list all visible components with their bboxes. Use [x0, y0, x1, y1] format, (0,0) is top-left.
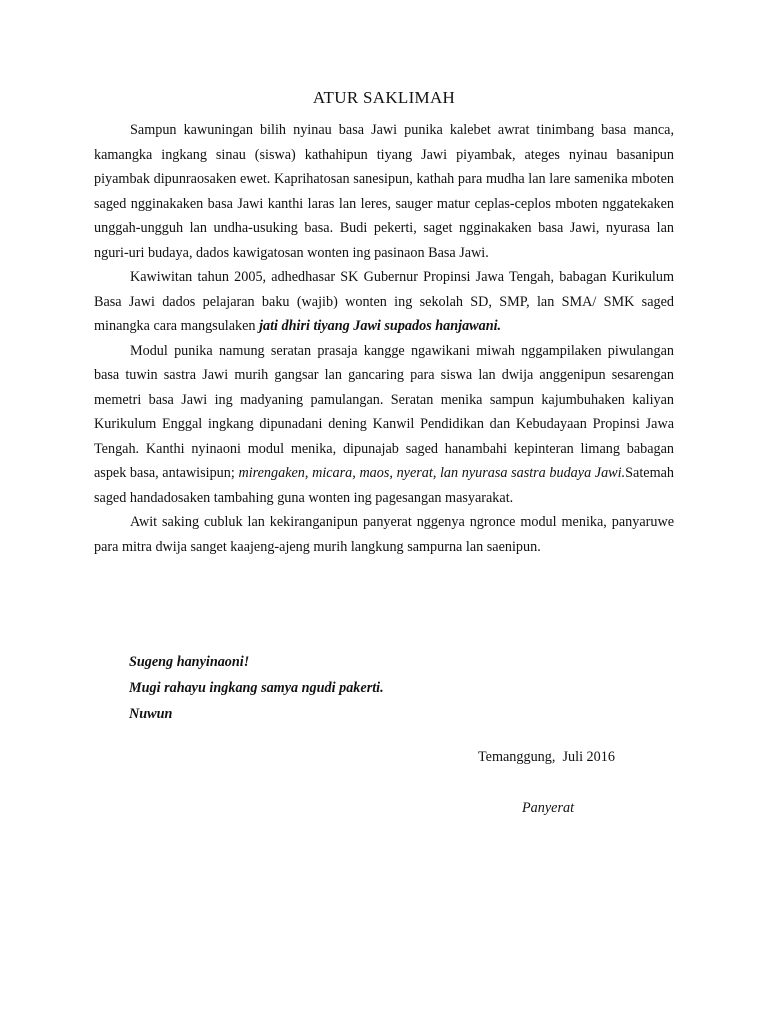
paragraph-3-text: Modul punika namung seratan prasaja kangge ngawikani miwah nggampilaken piwulangan basa tuwin sastra Jawi murih gangsar lan gancaring para siswa lan dwija anggenipun sesarengan memetri basa Jawi ing madyaning pamulangan. Seratan menika sampun kajumbuhaken kaliyan Kurikulum Enggal ingkang dipunadani dening Kanwil Pendidikan dan Kebudayaan Propinsi Jawa Tengah. Kanthi nyinaoni modul menika, dipunajab saged hanambahi kepinteran limang babagan aspek basa, antawisipun;: [94, 342, 674, 481]
page-title: ATUR SAKLIMAH: [312, 88, 456, 107]
closing-line-1: Sugeng hanyinaoni!: [129, 654, 250, 670]
closing-line-2: Mugi rahayu ingkang samya ngudi pakerti.: [129, 680, 384, 696]
closing-block: [129, 649, 384, 727]
paragraph-1: Sampun kawuningan bilih nyinau basa Jawi punika kalebet awrat tinimbang basa manca, kamangka ingkang sinau (siswa) kathahipun tiyang Jawi piyambak, ateges nyinau basanipun piyambak dipunraosaken ewet. Kaprihatosan sanesipun, kathah para mudha lan lare samenika mboten saged ngginakaken basa Jawi kanthi laras lan leres, sauger matur ceplas-ceplos mboten nggatekaken unggah-ungguh lan undha-usuking basa. Budi pekerti, saget ngginakaken basa Jawi, nyurasa lan nguri-uri budaya, dados kawigatosan wonten ing pasinaon Basa Jawi.: [94, 122, 674, 261]
paragraph-3: [94, 339, 674, 511]
paragraph-3-end: Satemah saged handadosaken tambahing guna wonten ing pagesangan masyarakat.: [94, 465, 674, 506]
paragraph-2-emphasis: jati dhiri tiyang Jawi supados hanjawani.: [259, 318, 502, 334]
paragraph-3-emphasis: mirengaken, micara, maos, nyerat, lan nyurasa sastra budaya Jawi.: [238, 465, 626, 481]
paragraph-2: [94, 265, 674, 339]
closing-line-3: Nuwun: [129, 706, 173, 722]
paragraph-2-text: Kawiwitan tahun 2005, adhedhasar SK Gubernur Propinsi Jawa Tengah, babagan Kurikulum Basa Jawi dados pelajaran baku (wajib) wonten ing sekolah SD, SMP, lan SMA/ SMK saged minangka cara mangsulaken: [94, 269, 674, 334]
body-text: [94, 118, 674, 559]
author-signature: Panyerat: [522, 800, 575, 816]
place-date: Temanggung, Juli 2016: [478, 749, 615, 765]
paragraph-4: Awit saking cubluk lan kekiranganipun panyerat nggenya ngronce modul menika, panyaruwe para mitra dwija sanget kaajeng-ajeng murih langkung sampurna lan saenipun.: [94, 514, 674, 555]
